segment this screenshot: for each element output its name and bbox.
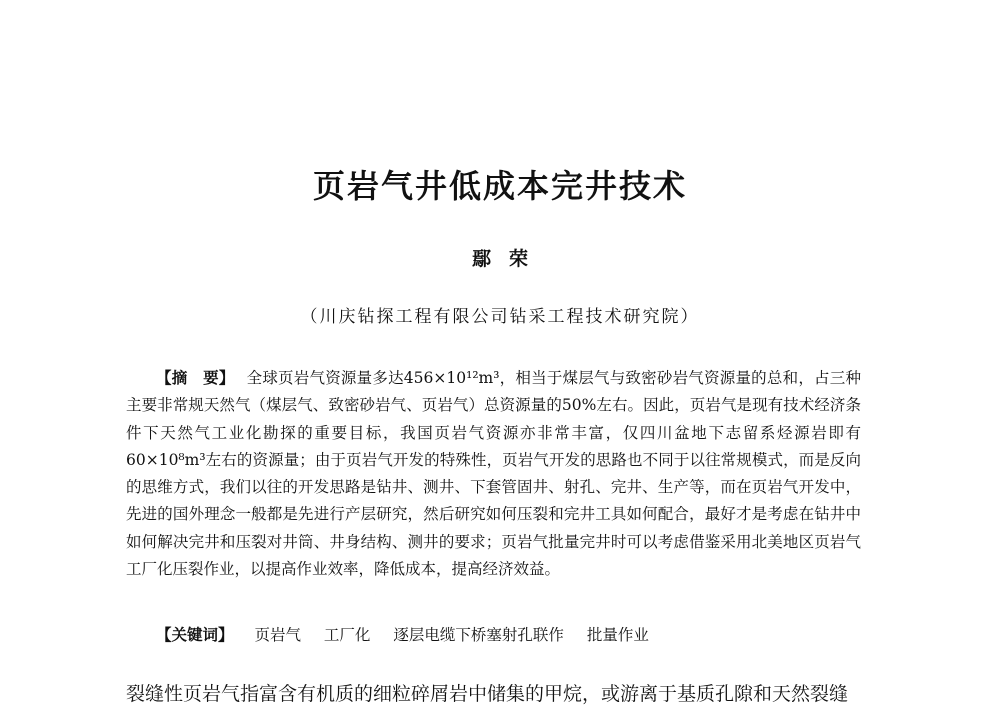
abstract-text: 全球页岩气资源量多达456×10¹²m³，相当于煤层气与致密砂岩气资源量的总和，占三种主要非常规天然气（煤层气、致密砂岩气、页岩气）总资源量的50%左右。因此，页岩气是现有技术经济条件下天然气工业化勘探的重要目标，我国页岩气资源亦非常丰富，仅四川盆地下志留系烃源岩即有60×10⁸m³左右的资源量；由于页岩气开发的特殊性，页岩气开发的思路也不同于以往常规模式，而是反向的思维方式，我们以往的开发思路是钻井、测井、下套管固井、射孔、完井、生产等，而在页岩气开发中，先进的国外理念一般都是先进行产层研究，然后研究如何压裂和完井工具如何配合，最好才是考虑在钻井中如何解决完井和压裂对井筒、井身结构、测井的要求；页岩气批量完井时可以考虑借鉴采用北美地区页岩气工厂化压裂作业，以提高作业效率，降低成本，提高经济效益。 bbox=[126, 369, 861, 579]
keywords-label: 【关键词】 bbox=[156, 625, 234, 644]
keyword-item: 工厂化 bbox=[323, 626, 371, 644]
keywords-block bbox=[156, 622, 876, 648]
abstract-label: 【摘 要】 bbox=[156, 368, 235, 387]
keyword-item: 批量作业 bbox=[586, 626, 649, 644]
author-affiliation: （川庆钻探工程有限公司钻采工程技术研究院） bbox=[300, 307, 700, 327]
abstract-block bbox=[126, 364, 861, 583]
keyword-item: 逐层电缆下桥塞射孔联作 bbox=[393, 626, 564, 644]
keyword-item: 页岩气 bbox=[254, 626, 301, 644]
body-paragraph-line: 裂缝性页岩气指富含有机质的细粒碎屑岩中储集的甲烷，或游离于基质孔隙和天然裂缝 bbox=[126, 683, 849, 705]
author-name: 鄢荣 bbox=[471, 248, 546, 270]
paper-title: 页岩气井低成本完井技术 bbox=[312, 167, 687, 205]
